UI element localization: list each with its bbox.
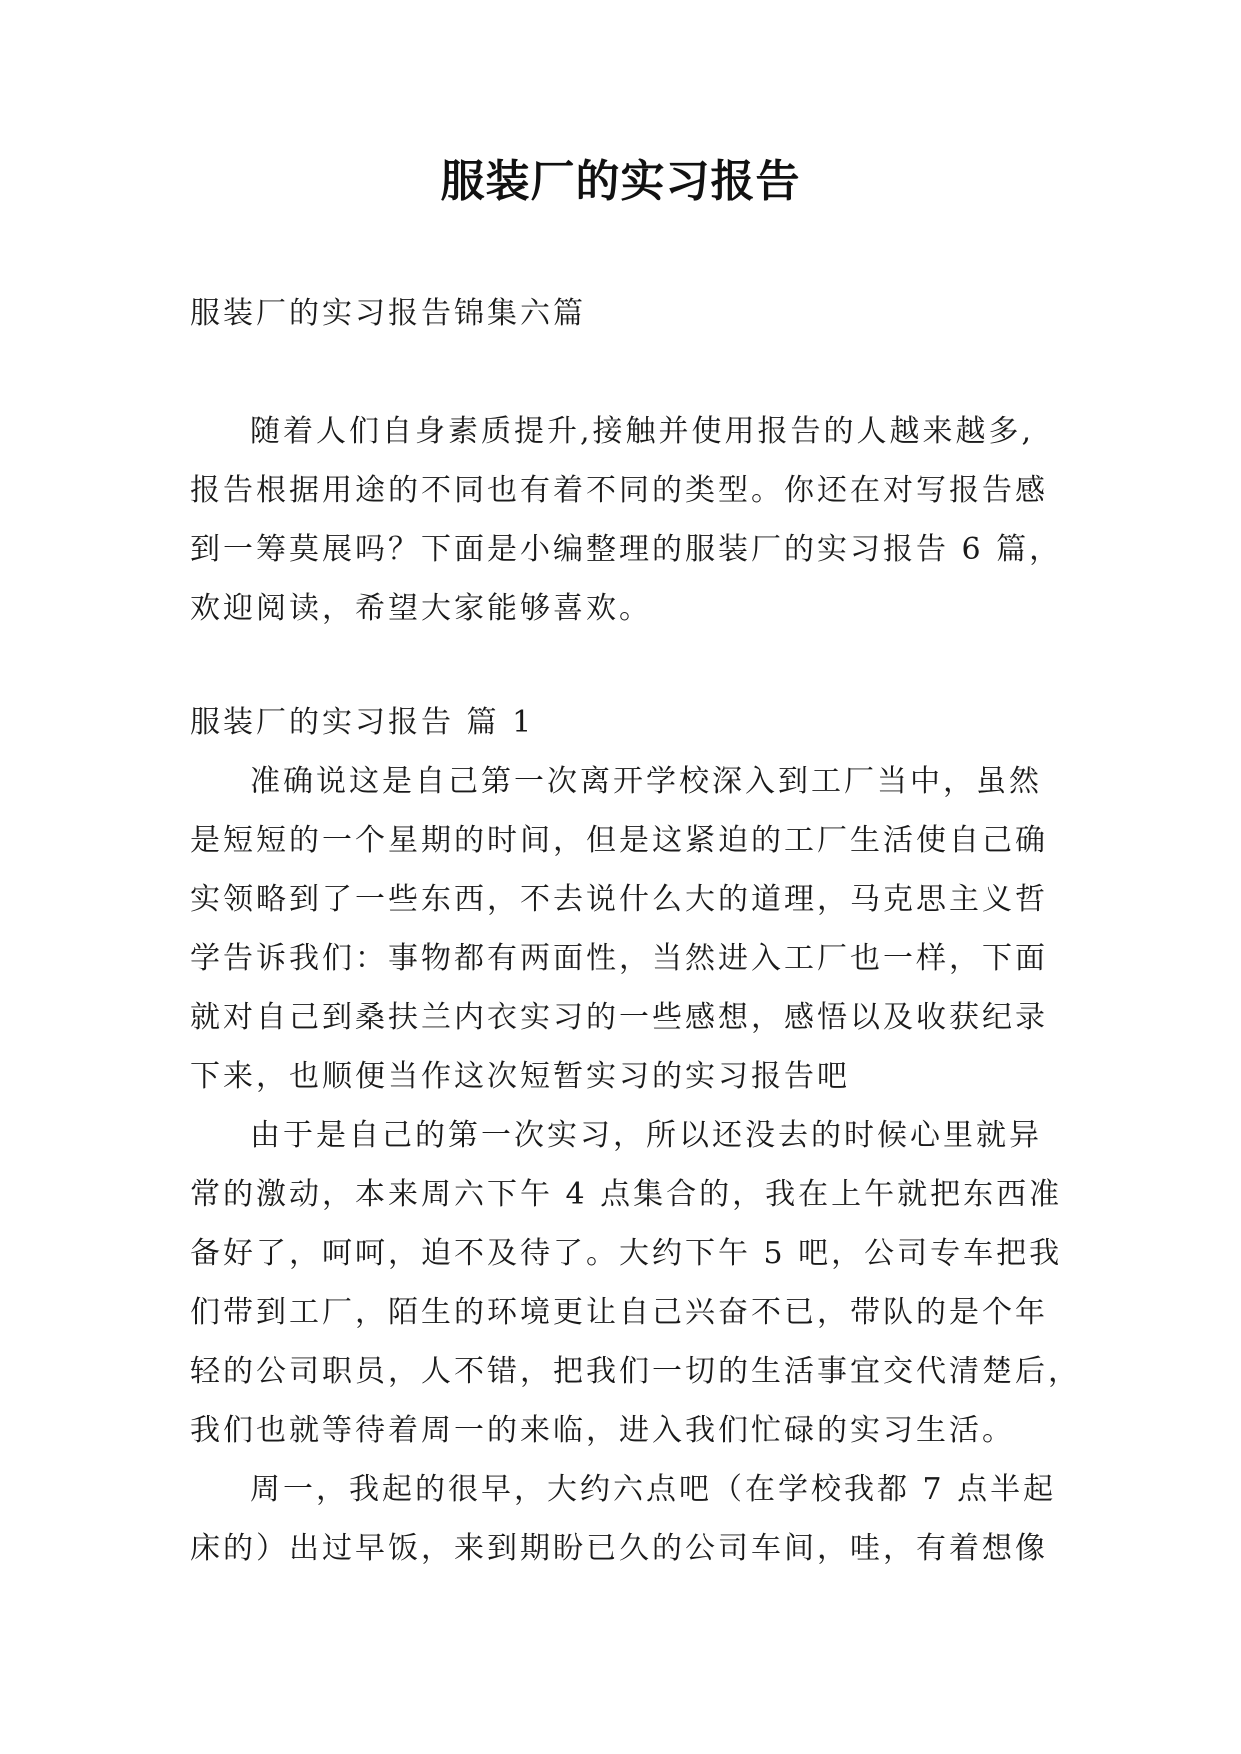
- body-paragraph: [190, 1460, 1060, 1578]
- paragraph-line: 由于是自己的第一次实习，所以还没去的时候心里就异: [250, 1118, 1042, 1153]
- paragraph-line: 床的）出过早饭，来到期盼已久的公司车间，哇，有着想像: [190, 1531, 1048, 1566]
- document-subtitle: 服装厂的实习报告锦集六篇: [190, 296, 586, 331]
- intro-line: 报告根据用途的不同也有着不同的类型。你还在对写报告感: [190, 473, 1048, 508]
- paragraph-line: 备好了，呵呵，迫不及待了。大约下午 5 吧，公司专车把我: [190, 1236, 1063, 1271]
- body-paragraph: [190, 752, 1060, 1106]
- paragraph-line: 就对自己到桑扶兰内衣实习的一些感想，感悟以及收获纪录: [190, 1000, 1048, 1035]
- paragraph-line: 实领略到了一些东西，不去说什么大的道理，马克思主义哲: [190, 882, 1048, 917]
- body-paragraph: [190, 1106, 1081, 1460]
- document-title: 服装厂的实习报告: [440, 156, 801, 207]
- intro-paragraph: [190, 402, 1063, 638]
- paragraph-line: 轻的公司职员，人不错，把我们一切的生活事宜交代清楚后，: [190, 1354, 1081, 1389]
- paragraph-line: 们带到工厂，陌生的环境更让自己兴奋不已，带队的是个年: [190, 1295, 1048, 1330]
- paragraph-line: 我们也就等待着周一的来临，进入我们忙碌的实习生活。: [190, 1413, 1015, 1448]
- paragraph-line: 常的激动，本来周六下午 4 点集合的，我在上午就把东西准: [190, 1177, 1063, 1212]
- paragraph-line: 学告诉我们：事物都有两面性，当然进入工厂也一样，下面: [190, 941, 1048, 976]
- section-heading: 服装厂的实习报告 篇 1: [190, 705, 535, 740]
- intro-line: 随着人们自身素质提升,接触并使用报告的人越来越多,: [250, 414, 1035, 449]
- paragraph-line: 是短短的一个星期的时间，但是这紧迫的工厂生活使自己确: [190, 823, 1048, 858]
- section-1: [190, 693, 1081, 1578]
- paragraph-line: 周一，我起的很早，大约六点吧（在学校我都 7 点半起: [250, 1472, 1057, 1507]
- intro-line: 欢迎阅读，希望大家能够喜欢。: [190, 591, 652, 626]
- paragraph-line: 准确说这是自己第一次离开学校深入到工厂当中，虽然: [250, 764, 1042, 799]
- intro-line: 到一筹莫展吗？下面是小编整理的服装厂的实习报告 6 篇，: [190, 532, 1063, 567]
- intro-text: [190, 402, 1063, 638]
- paragraph-line: 下来，也顺便当作这次短暂实习的实习报告吧: [190, 1059, 850, 1094]
